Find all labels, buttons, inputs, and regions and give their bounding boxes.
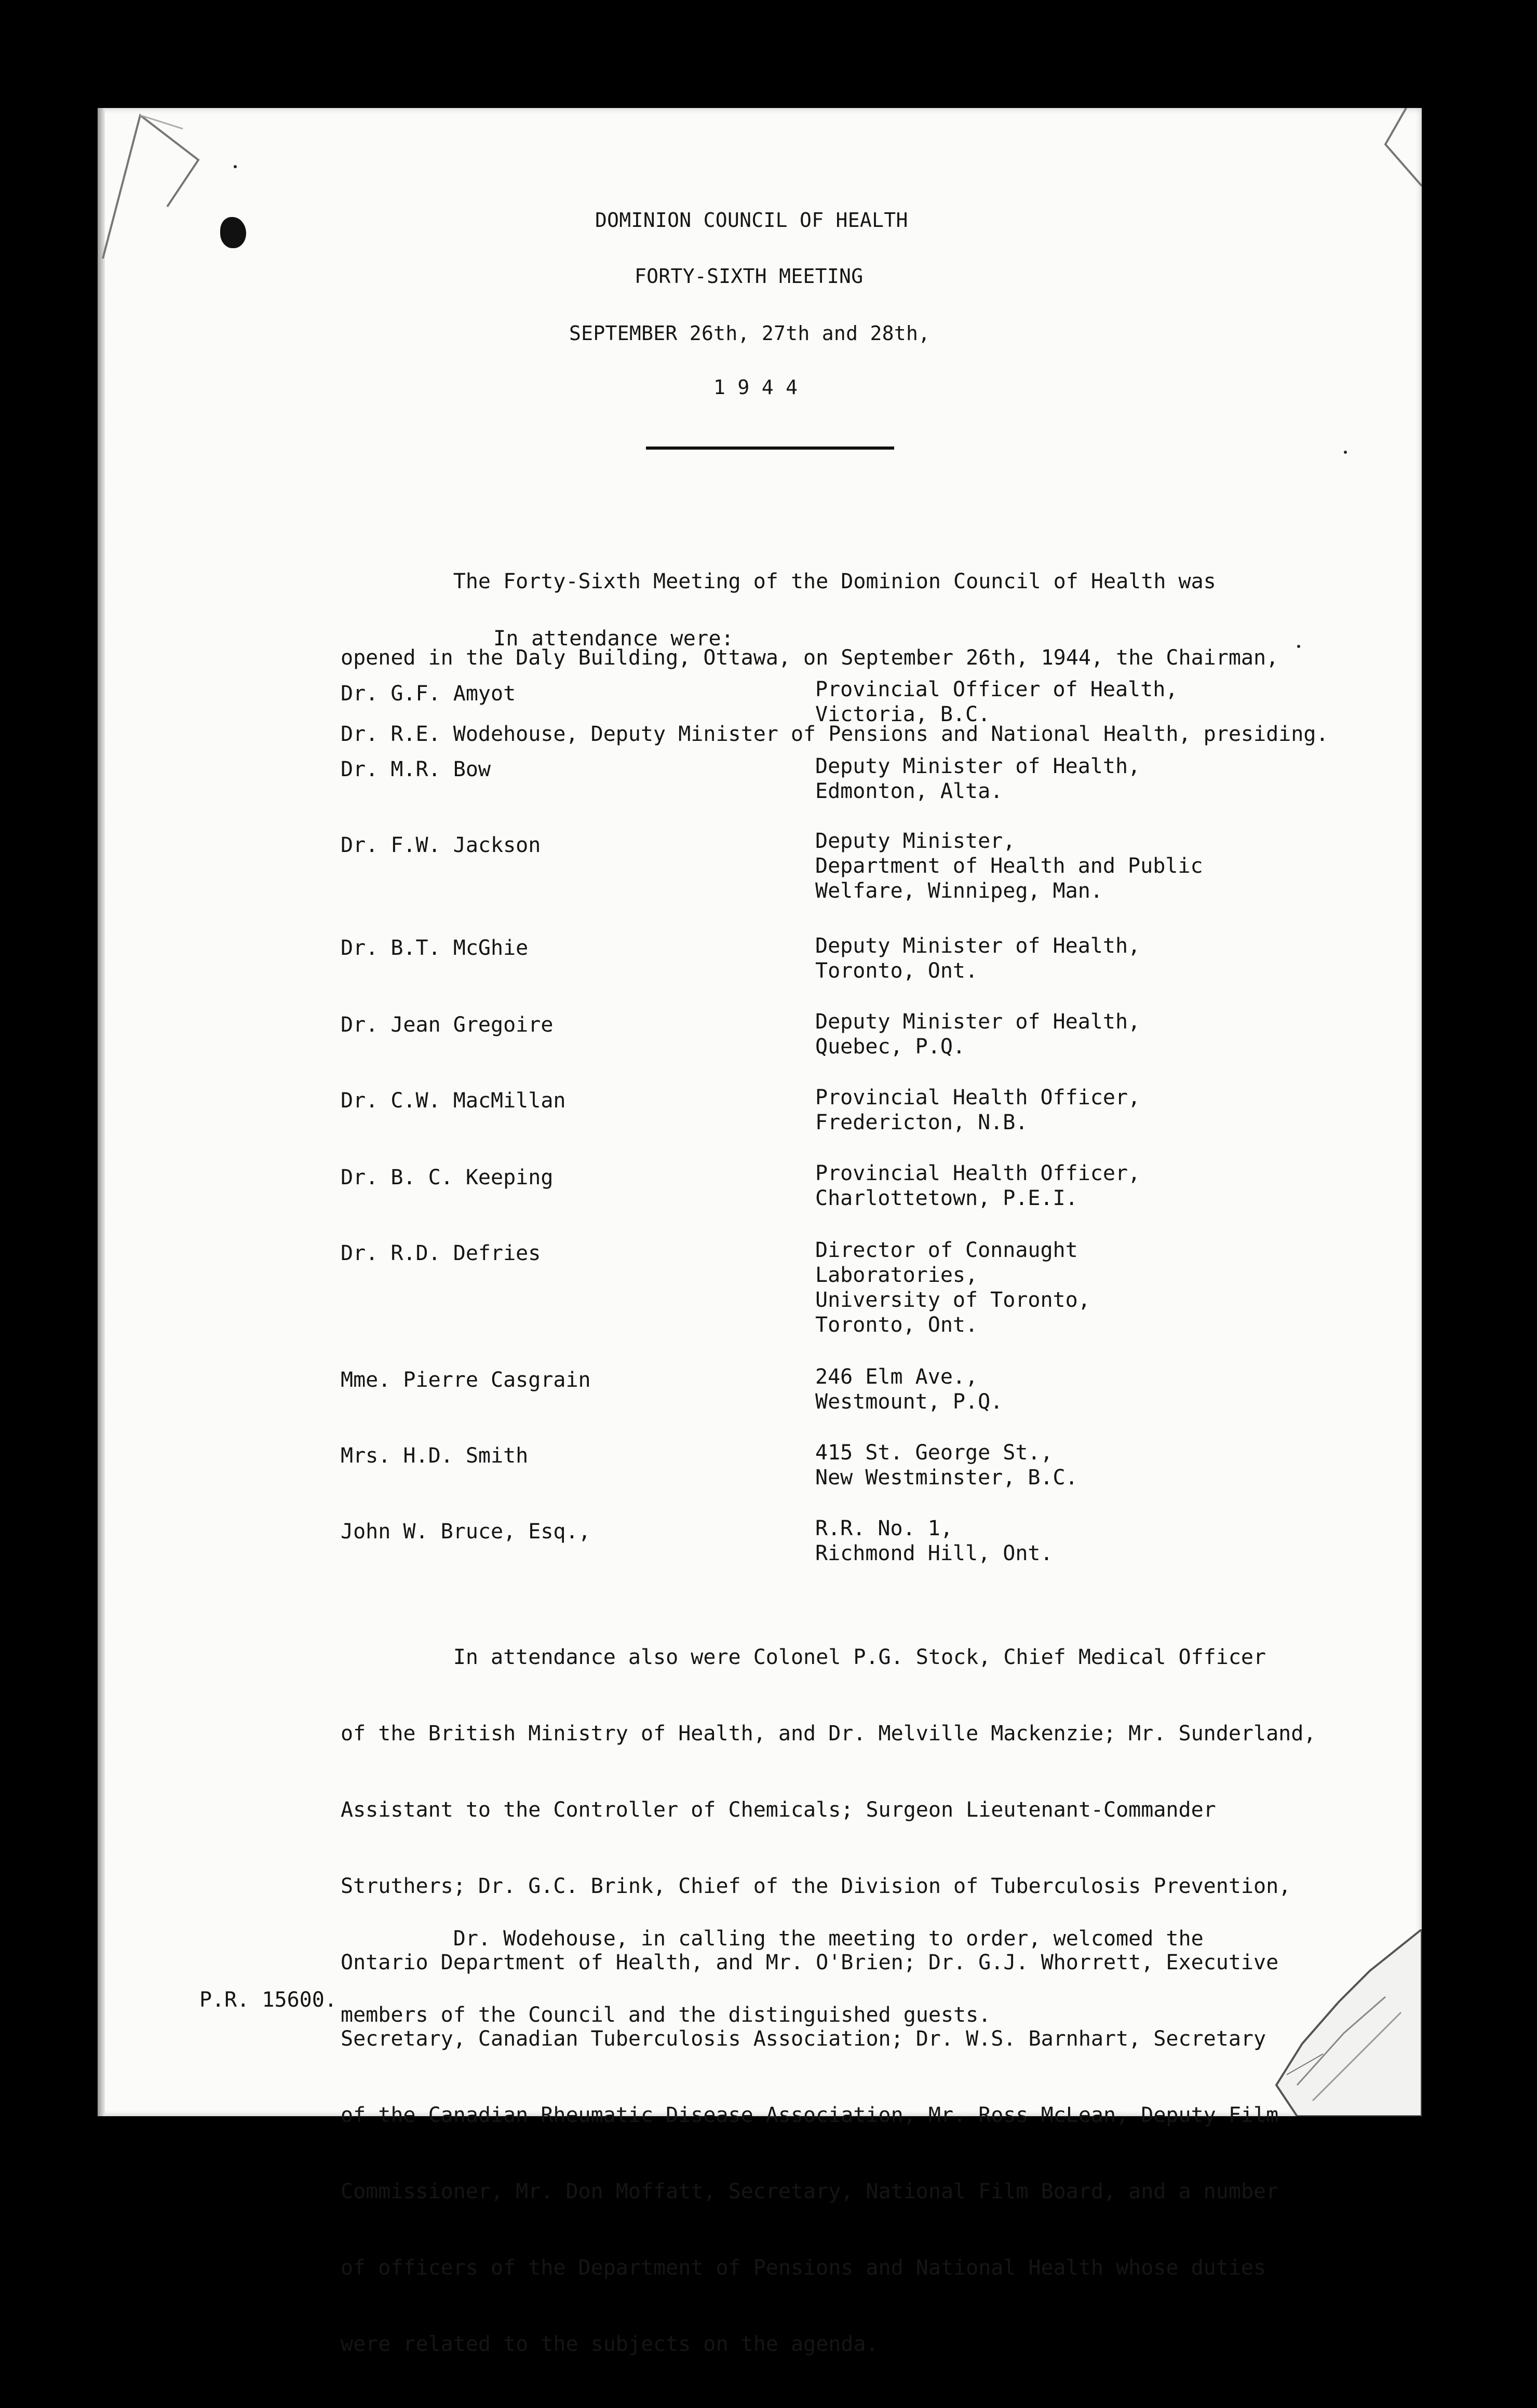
intro-line: The Forty-Sixth Meeting of the Dominion Council of Health was [341,570,1216,593]
attendee-name: Dr. B. C. Keeping [341,1166,554,1189]
paragraph-line: Ontario Department of Health, and Mr. O'Brien; Dr. G.J. Whorrett, Executive [341,1951,1279,1974]
attendee-role: Deputy Minister of Health, Toronto, Ont. [815,934,1141,983]
attendance-heading: In attendance were: [493,627,734,651]
paragraph-line: In attendance also were Colonel P.G. Stock, Chief Medical Officer [341,1645,1266,1669]
paragraph-line: Secretary, Canadian Tuberculosis Association; Dr. W.S. Barnhart, Secretary [341,2027,1266,2051]
page-edge-shadow [98,108,105,2116]
folded-corner-top-left [100,108,235,259]
speck [1344,451,1347,454]
attendee-name: Dr. B.T. McGhie [341,936,529,960]
paragraph-line: Dr. Wodehouse, in calling the meeting to order, welcomed the [341,1927,1204,1951]
attendee-role: R.R. No. 1, Richmond Hill, Ont. [815,1517,1053,1565]
paragraph-line: were related to the subjects on the agenda. [341,2332,879,2356]
paragraph-line: of the British Ministry of Health, and Dr. Melville Mackenzie; Mr. Sunderland, [341,1722,1316,1746]
attendee-name: Mme. Pierre Casgrain [341,1368,591,1392]
closing-paragraph [341,1875,1204,2079]
attendee-role: Provincial Health Officer, Charlottetown, P.E.I. [815,1161,1141,1210]
header-year: 1 9 4 4 [713,376,798,399]
attendee-role: Director of Connaught Laboratories, University of Toronto, Toronto, Ont. [815,1238,1090,1337]
header-council: DOMINION COUNCIL OF HEALTH [595,209,908,232]
attendee-role: 415 St. George St., New Westminster, B.C. [815,1441,1078,1490]
paragraph-line: members of the Council and the distinguished guests. [341,2003,991,2027]
attendee-role: 246 Elm Ave., Westmount, P.Q. [815,1365,1003,1414]
paragraph-line: of officers of the Department of Pensions and National Health whose duties [341,2256,1266,2280]
attendee-name: Dr. M.R. Bow [341,757,491,781]
document-page [98,108,1422,2356]
punch-hole-mark [220,217,246,248]
speck [234,165,237,168]
attendee-name: Dr. F.W. Jackson [341,833,541,857]
attendee-name: Dr. R.D. Defries [341,1241,541,1265]
header-dates: SEPTEMBER 26th, 27th and 28th, [569,322,931,345]
attendee-name: Dr. C.W. MacMillan [341,1089,566,1113]
paragraph-line: Struthers; Dr. G.C. Brink, Chief of the Division of Tuberculosis Prevention, [341,1874,1291,1898]
title-underline [646,447,894,450]
attendee-role: Provincial Health Officer, Fredericton, N.B. [815,1086,1141,1134]
reference-number: P.R. 15600. [199,1988,337,2012]
attendee-role: Deputy Minister of Health, Quebec, P.Q. [815,1010,1141,1059]
attendee-role: Provincial Officer of Health, Victoria, B.C. [815,678,1178,726]
intro-line: opened in the Daly Building, Ottawa, on September 26th, 1944, the Chairman, [341,646,1279,670]
attendee-role: Deputy Minister, Department of Health and Public Welfare, Winnipeg, Man. [815,829,1203,903]
paragraph-line: of the Canadian Rheumatic Disease Association, Mr. Ross McLean, Deputy Film [341,2103,1279,2127]
paragraph-line: Assistant to the Controller of Chemicals; Surgeon Lieutenant-Commander [341,1798,1216,1822]
attendee-name: Dr. G.F. Amyot [341,682,516,706]
attendee-role: Deputy Minister of Health, Edmonton, Alta. [815,754,1141,803]
intro-line: Dr. R.E. Wodehouse, Deputy Minister of Pensions and National Health, presiding. [341,722,1329,746]
paragraph-line: Commissioner, Mr. Don Moffatt, Secretary, National Film Board, and a number [341,2180,1279,2203]
folded-corner-top-right [1365,108,1422,191]
attendee-name: Mrs. H.D. Smith [341,1444,529,1468]
attendee-name: Dr. Jean Gregoire [341,1013,554,1037]
attendee-name: John W. Bruce, Esq., [341,1520,591,1544]
header-meeting: FORTY-SIXTH MEETING [635,265,864,288]
